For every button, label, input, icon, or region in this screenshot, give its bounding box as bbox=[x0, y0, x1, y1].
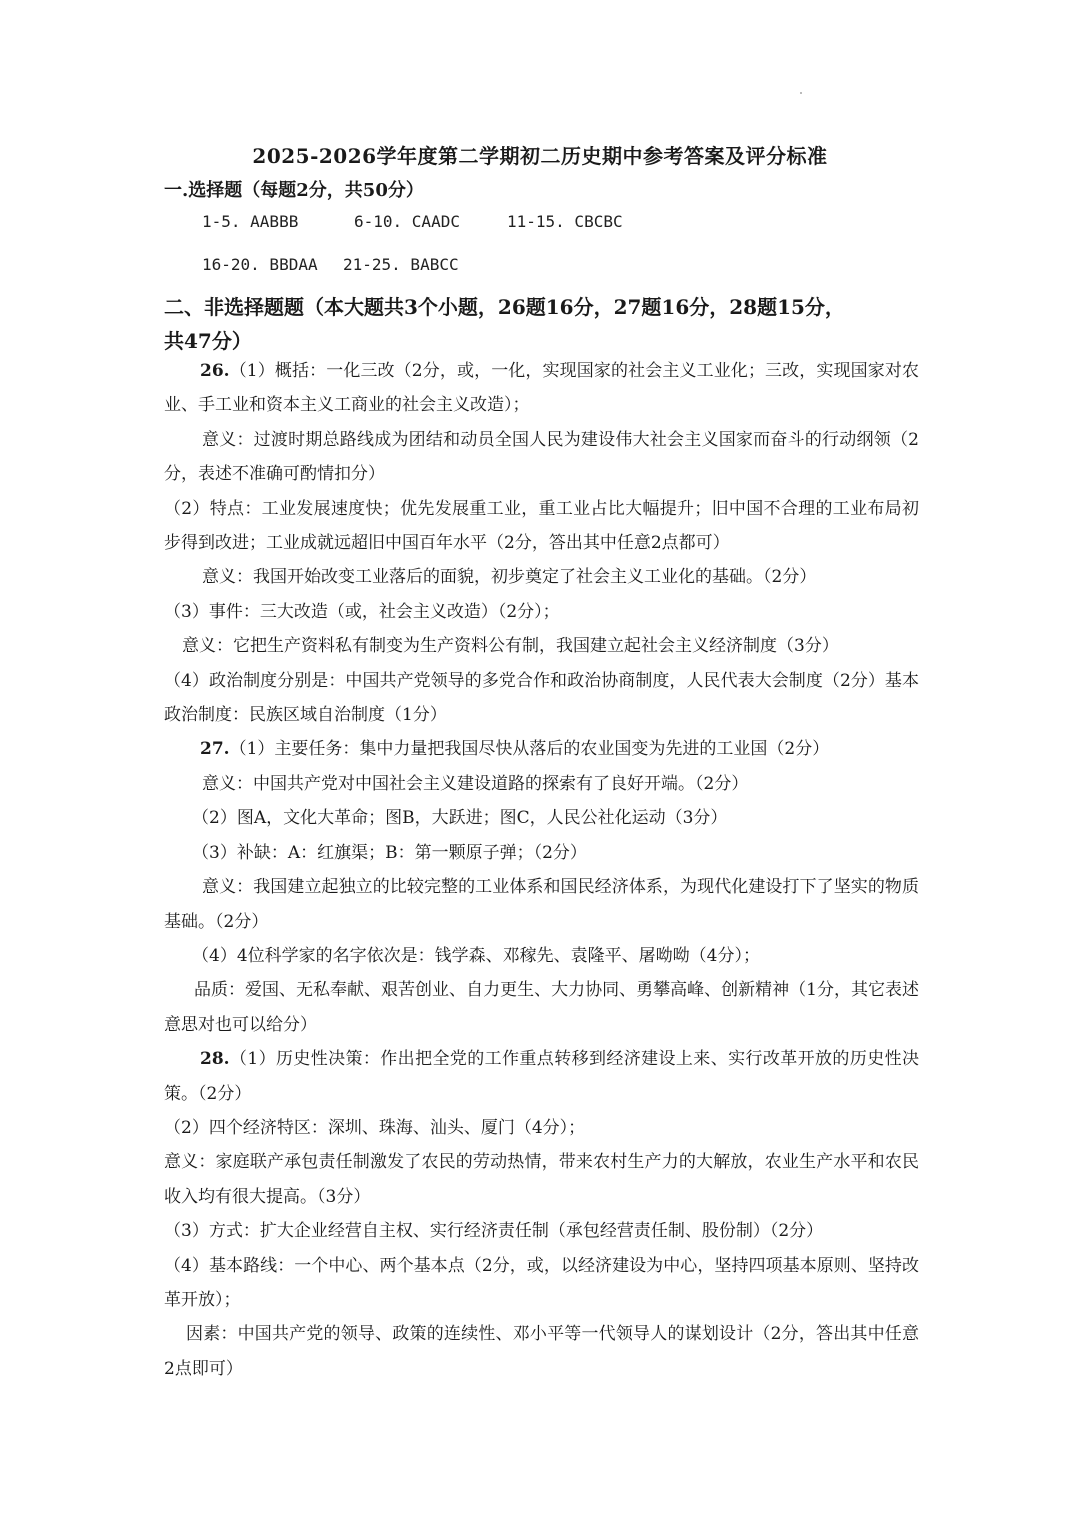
section-nonchoice-heading-line1: 二、非选择题题（本大题共3个小题，26题16分，27题16分，28题15分， bbox=[164, 295, 845, 319]
answer-group-16-20: 16-20. BBDAA bbox=[202, 255, 318, 274]
section-choice-heading: 一.选择题（每题2分，共50分） bbox=[164, 180, 424, 201]
q26-part4: （4）政治制度分别是：中国共产党领导的多党合作和政治协商制度，人民代表大会制度（2分）基本政治制度：民族区域自治制度（1分） bbox=[164, 670, 919, 726]
q26-part2: （2）特点：工业发展速度快；优先发展重工业，重工业占比大幅提升；旧中国不合理的工业布局初步得到改进；工业成就远超旧中国百年水平（2分，答出其中任意2点都可） bbox=[164, 498, 919, 554]
q27-part1-significance: 意义：中国共产党对中国社会主义建设道路的探索有了良好开端。（2分） bbox=[202, 773, 749, 794]
q28-part1: 28.（1）历史性决策：作出把全党的工作重点转移到经济建设上来、实行改革开放的历史性决策。（2分） bbox=[164, 1049, 919, 1104]
q28-part3: （3）方式：扩大企业经营自主权、实行经济责任制（承包经营责任制、股份制）（2分） bbox=[164, 1221, 824, 1242]
q26-part3: （3）事件：三大改造（或，社会主义改造）（2分）； bbox=[164, 601, 560, 622]
q28-part2: （2）四个经济特区：深圳、珠海、汕头、厦门（4分）； bbox=[164, 1117, 586, 1138]
answer-group-21-25: 21-25. BABCC bbox=[343, 255, 459, 274]
q26-part1-significance: 意义：过渡时期总路线成为团结和动员全国人民为建设伟大社会主义国家而奋斗的行动纲领（2分，表述不准确可酌情扣分） bbox=[164, 429, 919, 485]
q28-part4-factors: 因素：中国共产党的领导、政策的连续性、邓小平等一代领导人的谋划设计（2分，答出其中任意2点即可） bbox=[164, 1324, 919, 1379]
answer-group-6-10: 6-10. CAADC bbox=[354, 212, 460, 231]
q26-part2-significance: 意义：我国开始改变工业落后的面貌，初步奠定了社会主义工业化的基础。（2分） bbox=[202, 567, 817, 588]
section-nonchoice-heading bbox=[164, 290, 924, 358]
q26-part3-significance: 意义：它把生产资料私有制变为生产资料公有制，我国建立起社会主义经济制度（3分） bbox=[182, 636, 839, 657]
q27-part1: 27.（1）主要任务：集中力量把我国尽快从落后的农业国变为先进的工业国（2分） bbox=[200, 739, 830, 760]
answer-group-1-5: 1-5. AABBB bbox=[202, 212, 299, 231]
q26-number: 26. bbox=[200, 361, 230, 381]
q26-part1: 26.（1）概括：一化三改（2分，或，一化，实现国家的社会主义工业化；三改，实现国家对农业、手工业和资本主义工商业的社会主义改造）； bbox=[164, 361, 919, 416]
q27-number: 27. bbox=[200, 739, 230, 760]
q27-part4-qualities: 品质：爱国、无私奉献、艰苦创业、自力更生、大力协同、勇攀高峰、创新精神（1分，其它表述意思对也可以给分） bbox=[164, 980, 919, 1035]
q27-part4: （4）4位科学家的名字依次是：钱学森、邓稼先、袁隆平、屠呦呦（4分）； bbox=[192, 945, 760, 966]
q27-part3: （3）补缺：A：红旗渠；B：第一颗原子弹；（2分） bbox=[192, 842, 587, 863]
scan-speck bbox=[800, 92, 802, 94]
answer-body bbox=[164, 354, 919, 1386]
page-title: 2025-2026学年度第二学期初二历史期中参考答案及评分标准 bbox=[252, 144, 828, 168]
q27-part2: （2）图A，文化大革命；图B，大跃进；图C，人民公社化运动（3分） bbox=[192, 808, 728, 829]
answer-group-11-15: 11-15. CBCBC bbox=[507, 212, 623, 231]
q28-part2-significance: 意义：家庭联产承包责任制激发了农民的劳动热情，带来农村生产力的大解放，农业生产水平和农民收入均有很大提高。（3分） bbox=[164, 1152, 919, 1207]
q28-number: 28. bbox=[200, 1049, 230, 1070]
q27-part3-significance: 意义：我国建立起独立的比较完整的工业体系和国民经济体系，为现代化建设打下了坚实的物质基础。（2分） bbox=[164, 877, 919, 932]
section-nonchoice-heading-line2: 共47分） bbox=[164, 329, 252, 353]
q28-part4: （4）基本路线：一个中心、两个基本点（2分，或，以经济建设为中心，坚持四项基本原则、坚持改革开放）； bbox=[164, 1255, 919, 1310]
